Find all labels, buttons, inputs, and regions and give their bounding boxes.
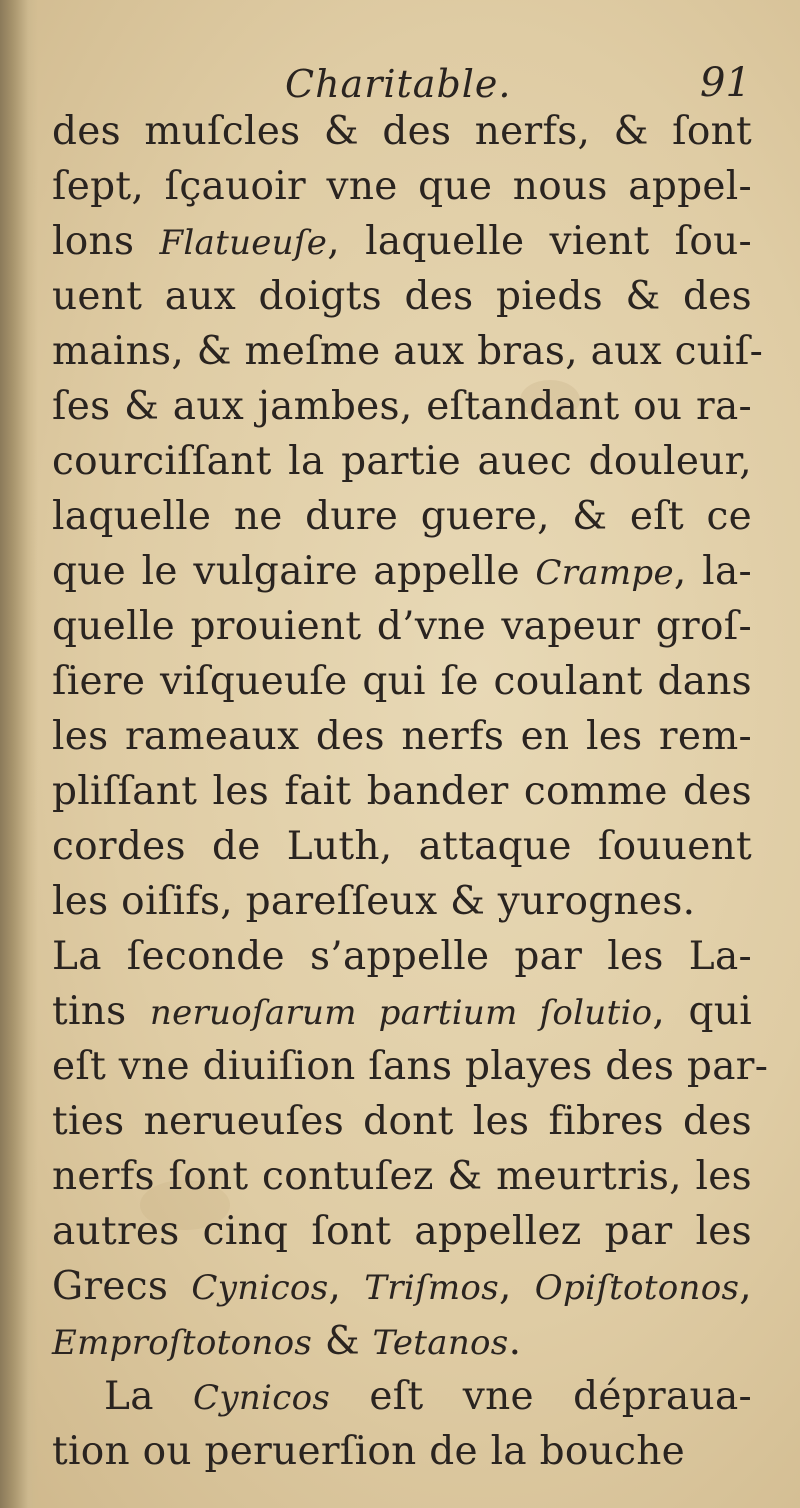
- text-run: , laquelle vient ſou-: [327, 219, 753, 264]
- text-run: , la-: [673, 549, 752, 594]
- italic-term: neruoſarum partium ſolutio: [149, 993, 653, 1033]
- text-run: &: [312, 1319, 373, 1364]
- text-line: [52, 489, 752, 544]
- text-line: [52, 1259, 752, 1314]
- italic-term: Triſmos: [364, 1268, 499, 1308]
- italic-term: Cynicos: [191, 1268, 329, 1308]
- text-run: , qui: [652, 989, 752, 1034]
- text-run: pliſſant les fait bander comme des: [52, 769, 752, 814]
- text-line: [52, 269, 752, 324]
- body-text: [52, 104, 769, 1479]
- page-number: 91: [700, 60, 751, 106]
- italic-term: Crampe: [535, 553, 674, 593]
- text-line: [52, 764, 752, 819]
- running-title: Charitable.: [285, 62, 512, 106]
- text-line: [52, 324, 764, 379]
- text-line: [52, 104, 752, 159]
- text-line: [52, 434, 752, 489]
- text-run: uent aux doigts des pieds & des: [52, 274, 752, 319]
- text-line: [52, 1204, 752, 1259]
- text-run: les oiſifs, pareſſeux & yurognes.: [52, 879, 696, 924]
- text-line: [52, 874, 752, 929]
- text-run: des muſcles & des nerfs, & ſont: [52, 109, 752, 154]
- text-run: ,: [498, 1264, 535, 1309]
- text-run: que le vulgaire appelle: [52, 549, 536, 594]
- text-line: [52, 214, 752, 269]
- text-line: [52, 379, 752, 434]
- text-run: eſt vne dépraua-: [330, 1374, 752, 1419]
- text-line: [52, 599, 752, 654]
- text-run: laquelle ne dure guere, & eſt ce: [52, 494, 752, 539]
- text-run: ,: [328, 1264, 365, 1309]
- text-line: [52, 1424, 752, 1479]
- text-run: tins: [52, 989, 150, 1034]
- text-line: [52, 819, 752, 874]
- text-run: quelle prouient d’vne vapeur groſ-: [52, 604, 752, 649]
- text-run: eſt vne diuiſion ſans playes des par-: [52, 1044, 769, 1089]
- text-run: les rameaux des nerfs en les rem-: [52, 714, 752, 759]
- text-run: cordes de Luth, attaque ſouuent: [52, 824, 752, 869]
- text-run: nerfs ſont contuſez & meurtris, les: [52, 1154, 752, 1199]
- text-run: tion ou peruerſion de la bouche: [52, 1429, 686, 1474]
- text-line: [52, 544, 752, 599]
- text-run: ,: [739, 1264, 752, 1309]
- text-run: mains, & meſme aux bras, aux cuiſ-: [52, 329, 764, 374]
- text-line: [52, 1094, 752, 1149]
- text-line: [52, 159, 752, 214]
- text-line: [52, 1314, 752, 1369]
- text-run: ſiere viſqueuſe qui ſe coulant dans: [52, 659, 752, 704]
- italic-term: Tetanos: [372, 1323, 509, 1363]
- italic-term: Emproſtotonos: [52, 1323, 313, 1363]
- italic-term: Flatueuſe: [159, 223, 328, 263]
- text-run: ties nerueuſes dont les fibres des: [52, 1099, 752, 1144]
- text-line: [52, 1149, 752, 1204]
- text-line: [52, 929, 752, 984]
- text-line: [52, 984, 752, 1039]
- text-line: [52, 654, 752, 709]
- text-line: [52, 1039, 769, 1094]
- text-run: La: [104, 1374, 194, 1419]
- binding-gutter: [0, 0, 38, 1508]
- text-run: ſept, ſçauoir vne que nous appel-: [52, 164, 752, 209]
- text-run: autres cinq ſont appellez par les: [52, 1209, 752, 1254]
- text-line: [52, 1369, 752, 1424]
- text-run: ſes & aux jambes, eſtandant ou ra-: [52, 384, 752, 429]
- text-run: Grecs: [52, 1264, 192, 1309]
- text-run: .: [508, 1319, 522, 1364]
- text-run: La ſeconde s’appelle par les La-: [52, 934, 752, 979]
- italic-term: Cynicos: [193, 1378, 331, 1418]
- text-run: lons: [52, 219, 160, 264]
- text-line: [52, 709, 752, 764]
- italic-term: Opiſtotonos: [534, 1268, 740, 1308]
- text-run: courciſſant la partie auec douleur,: [52, 439, 752, 484]
